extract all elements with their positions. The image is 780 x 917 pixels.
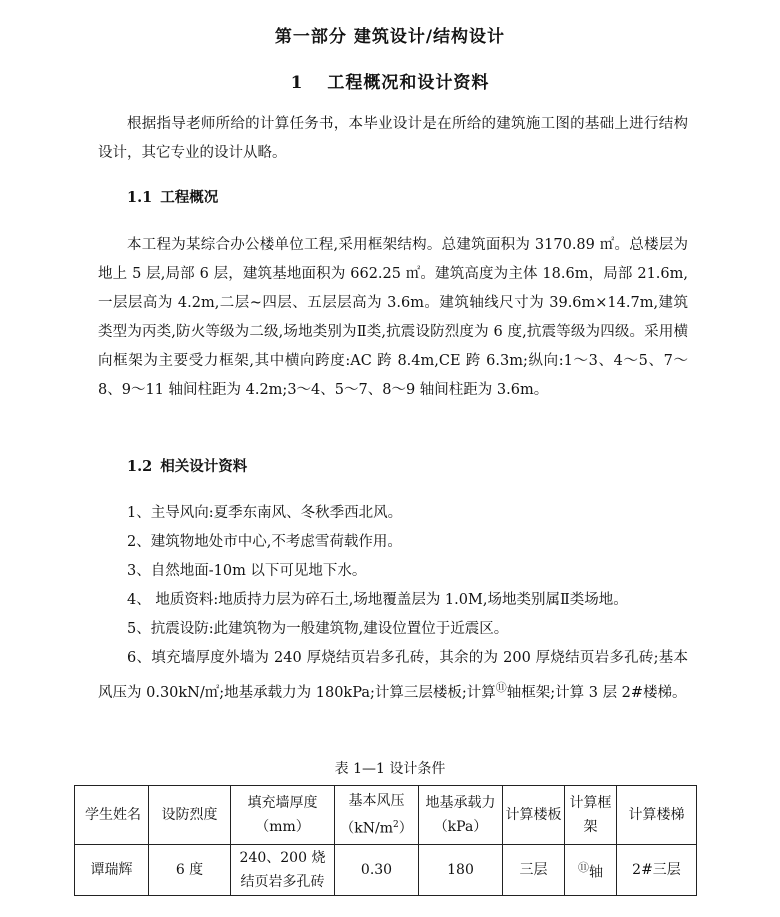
header-wind-sup: 2 [393, 820, 399, 831]
intro-paragraph: 根据指导老师所给的计算任务书，本毕业设计是在所给的建筑施工图的基础上进行结构设计，其它专业的设计从略。 [98, 116, 688, 161]
design-item: 5、抗震设防:此建筑物为一般建筑物,建设位置位于近震区。 [127, 621, 509, 637]
section-title: 工程概况 [160, 189, 219, 206]
section-1-1-heading [127, 186, 218, 207]
cell-wall: 240、200 烧结页岩多孔砖 [231, 845, 335, 896]
part-title: 第一部分 建筑设计/结构设计 [274, 27, 506, 47]
cell-stair: 2#三层 [617, 845, 697, 896]
cell-wind: 0.30 [335, 845, 419, 896]
section-number: 1.2 [127, 458, 153, 475]
design-item-6 [98, 644, 688, 708]
cell-frame-text: 轴 [589, 864, 603, 881]
chapter-number: 1 [290, 73, 304, 93]
section-1-2-heading [127, 455, 247, 476]
header-frame: 计算框架 [565, 786, 617, 845]
cell-student-name: 谭瑞辉 [75, 845, 149, 896]
header-wind [335, 786, 419, 845]
table-caption: 表 1—1 设计条件 [334, 761, 446, 777]
table-header-row [75, 786, 697, 845]
section-number: 1.1 [127, 189, 153, 206]
design-item: 4、 地质资料:地质持力层为碎石土,场地覆盖层为 1.0M,场地类别属Ⅱ类场地。 [127, 592, 628, 608]
header-stair: 计算楼梯 [617, 786, 697, 845]
cell-intensity: 6 度 [149, 845, 231, 896]
header-intensity: 设防烈度 [149, 786, 231, 845]
cell-slab: 三层 [503, 845, 565, 896]
circled-eleven-symbol: ⑪ [578, 860, 589, 874]
cell-bearing: 180 [419, 845, 503, 896]
chapter-title [0, 68, 780, 93]
cell-frame [565, 845, 617, 896]
design-item: 3、自然地面-10m 以下可见地下水。 [127, 563, 367, 579]
design-conditions-table [74, 785, 697, 896]
header-student-name: 学生姓名 [75, 786, 149, 845]
section-title: 相关设计资料 [160, 458, 248, 475]
circled-eleven-symbol: ⑪ [495, 681, 507, 694]
table-row [75, 845, 697, 896]
header-slab: 计算楼板 [503, 786, 565, 845]
item6-text-b: 轴框架;计算 3 层 2#楼梯。 [506, 684, 687, 701]
header-wall: 填充墙厚度（mm） [231, 786, 335, 845]
overview-paragraph: 本工程为某综合办公楼单位工程,采用框架结构。总建筑面积为 3170.89 ㎡。总楼层为地上 5 层,局部 6 层，建筑基地面积为 662.25 ㎡。建筑高度为主体 18.6m，局部 21.6m,一层层高为 4.2m,二层~四层、五层层高为 3.6m。建筑轴线尺寸为 39.6m×14.7m,建筑类型为丙类,防火等级为二级,场地类别为Ⅱ类,抗震设防烈度为 6 度,抗震等级为四级。采用横向框架为主要受力框架,其中横向跨度:AC 跨 8.4m,CE 跨 6.3m;纵向:1～3、4～5、7～8、9～11 轴间柱距为 4.2m;3～4、5～7、8～9 轴间柱距为 3.6m。 [98, 237, 688, 398]
header-bearing: 地基承载力（kPa） [419, 786, 503, 845]
header-wind-end: ） [398, 820, 413, 837]
chapter-title-text: 工程概况和设计资料 [327, 73, 490, 93]
header-wind-text: 基本风压（kN/m [340, 793, 405, 837]
item6-text-a: 6、填充墙厚度外墙为 240 厚烧结页岩多孔砖，其余的为 200 厚烧结页岩多孔砖;基本风压为 0.30kN/㎡;地基承载力为 180kPa;计算三层楼板;计算 [98, 650, 688, 701]
design-item: 1、主导风向:夏季东南风、冬秋季西北风。 [127, 505, 403, 521]
design-item: 2、建筑物地处市中心,不考虑雪荷载作用。 [127, 534, 402, 550]
